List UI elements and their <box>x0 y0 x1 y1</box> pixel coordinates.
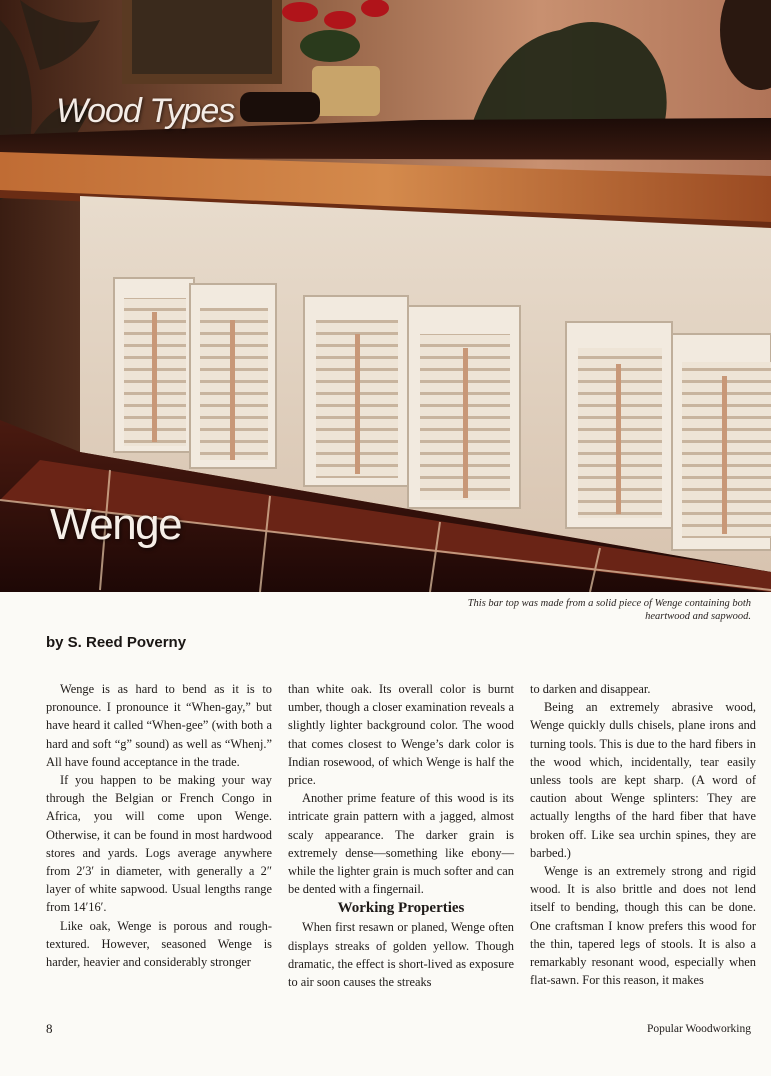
article-column-1 <box>46 680 272 971</box>
paragraph: If you happen to be making your way through the Belgian or French Congo in Africa, you will come upon Wenge. Otherwise, it can be found in most hardwood stores and yards. Logs average anywhere from 2′3′ in diameter, with generally a 2″ layer of white sapwood. Usual lengths range from 14′16′. <box>46 773 272 915</box>
article-column-3 <box>530 680 756 989</box>
paragraph: When first resawn or planed, Wenge often displays streaks of golden yellow. Though dramatic, the effect is short-lived as exposure to air soon causes the streaks <box>288 920 514 990</box>
paragraph: than white oak. Its overall color is burnt umber, though a closer examination reveals a slightly lighter background color. The wood that comes closest to Wenge’s dark color is Indian rosewood, of which Wenge is half the price. <box>288 682 514 788</box>
byline: by S. Reed Poverny <box>46 634 187 651</box>
paragraph: Wenge is an extremely strong and rigid wood. It is also brittle and does not lend itself to bending, though this can be done. One craftsman I know prefers this wood for the thin, tapered legs of stools. It is also a remarkably resonant wood, especially when flat-sawn. For this reason, it makes <box>530 864 756 988</box>
subheading: Working Properties <box>337 900 465 917</box>
article-title: Wenge <box>50 500 182 549</box>
paragraph: Wenge is as hard to bend as it is to pronounce. I pronounce it “When-gay,” but have heard it called “When-gee” (with both a hard and soft “g” sound) as well as “Whenj.” All have found acceptance in the trade. <box>46 682 272 769</box>
paragraph: to darken and disappear. <box>530 682 651 696</box>
article-column-2 <box>288 680 514 991</box>
section-title: Wood Types <box>56 92 235 130</box>
paragraph: Another prime feature of this wood is its intricate grain pattern with a jagged, almost scaly appearance. The darker grain is extremely dense—something like ebony—while the lighter grain is much softer and can be dented with a fingernail. <box>288 791 514 897</box>
publication-name: Popular Woodworking <box>647 1023 751 1035</box>
photo-caption: This bar top was made from a solid piece of Wenge containing both heartwood and sapwood. <box>467 598 751 622</box>
paragraph: Like oak, Wenge is porous and rough-textured. However, seasoned Wenge is harder, heavier and considerably stronger <box>46 918 272 970</box>
paragraph: Being an extremely abrasive wood, Wenge quickly dulls chisels, plane irons and turning tools. This is due to the hard fibers in the wood which, incidentally, tear easily unless tools are kept sharp. (A word of caution about Wenge splinters: They are actually lengths of the hard fiber that have broken off. Like sea urchin spines, they are barbed.) <box>530 700 756 860</box>
page-number: 8 <box>46 1021 53 1036</box>
